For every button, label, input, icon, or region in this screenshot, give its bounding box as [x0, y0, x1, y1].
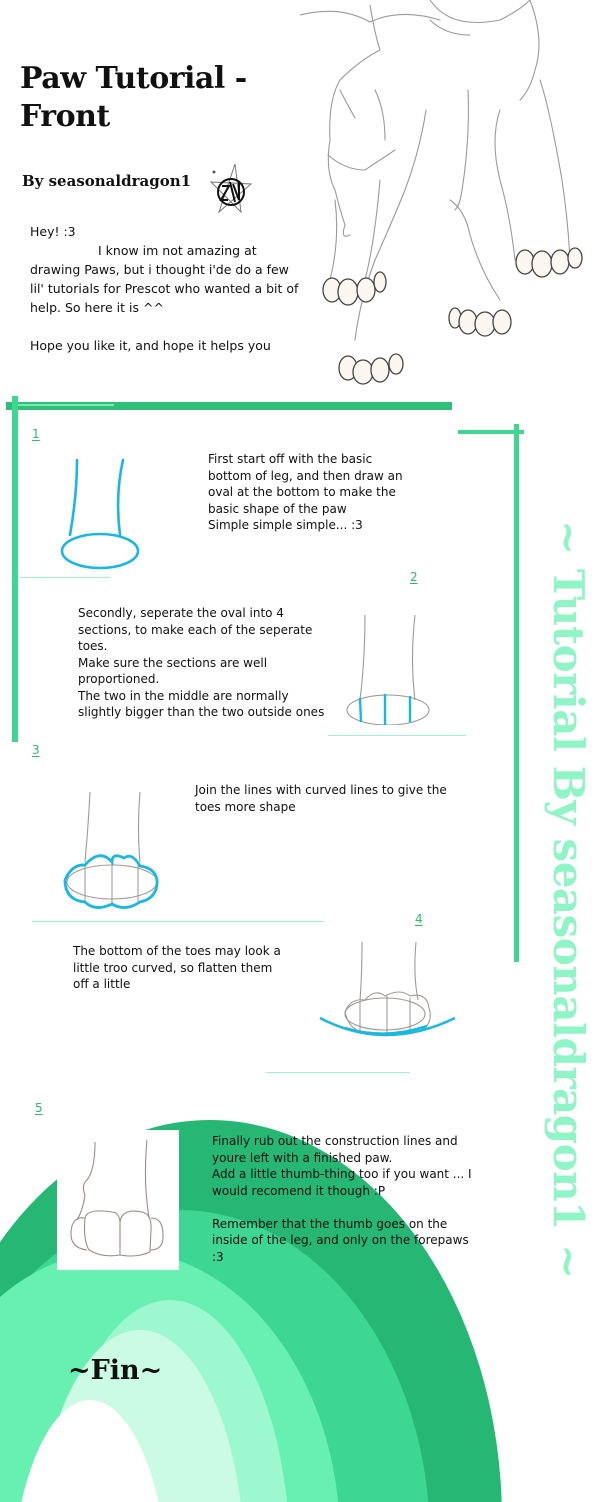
intro-closing: Hope you like it, and hope it helps you	[30, 338, 271, 353]
step-1-sketch	[50, 455, 160, 575]
title-line-1: Paw Tutorial -	[20, 61, 247, 96]
step-2-number: 2	[410, 570, 418, 584]
step-3-sketch	[60, 790, 165, 910]
page-title	[20, 60, 247, 136]
step-1-text: First start off with the basic bottom of leg, and then draw an oval at the bottom to make the basic shape of the paw Simple simple simple... :3	[208, 452, 403, 532]
step-4-number: 4	[415, 912, 423, 926]
step-1-number: 1	[32, 427, 40, 441]
step-2-baseline	[328, 735, 466, 736]
title-line-2: Front	[20, 99, 110, 134]
signature-pentagram-icon	[205, 162, 255, 217]
fin-label: ~Fin~	[68, 1355, 163, 1386]
intro-paragraph: I know im not amazing at drawing Paws, but i thought i'de do a few lil' tutorials for Prescot who wanted a bit of help. So here it is ^^	[30, 243, 299, 315]
step-5-sketch	[57, 1130, 179, 1270]
step-4-text: The bottom of the toes may look a little troo curved, so flatten them off a little	[73, 944, 281, 991]
step-3-baseline	[32, 921, 324, 922]
top-divider-highlight	[14, 404, 114, 406]
step-4-baseline	[266, 1072, 410, 1073]
step-2-sketch	[340, 610, 440, 725]
right-frame-bar	[514, 424, 519, 962]
side-banner	[535, 520, 595, 1279]
step-1-baseline	[20, 577, 110, 578]
left-frame-bar	[12, 396, 18, 742]
author-byline: By seasonaldragon1	[22, 172, 192, 190]
side-banner-text: ~ Tutorial By seasonaldragon1 ~	[544, 520, 593, 1279]
step-5-number: 5	[35, 1101, 43, 1115]
intro-greeting: Hey! :3	[30, 224, 76, 239]
step-5-text: Finally rub out the construction lines and youre left with a finished paw. Add a little thumb-thing too if you want ... I would recomend it though :P Remember that the thumb goes on the inside of the leg, and only on the forepaws :3	[212, 1134, 472, 1264]
intro-text	[30, 222, 300, 355]
step-3-number: 3	[32, 743, 40, 757]
step-2-text: Secondly, seperate the oval into 4 sections, to make each of the seperate toes. Make sure the sections are well proportioned. The two in the middle are normally slightly bigger than the two outside ones	[78, 606, 325, 719]
step-4-sketch	[315, 940, 465, 1040]
step-3-text: Join the lines with curved lines to give the toes more shape	[195, 783, 447, 814]
wolf-sketch-image	[300, 0, 600, 390]
